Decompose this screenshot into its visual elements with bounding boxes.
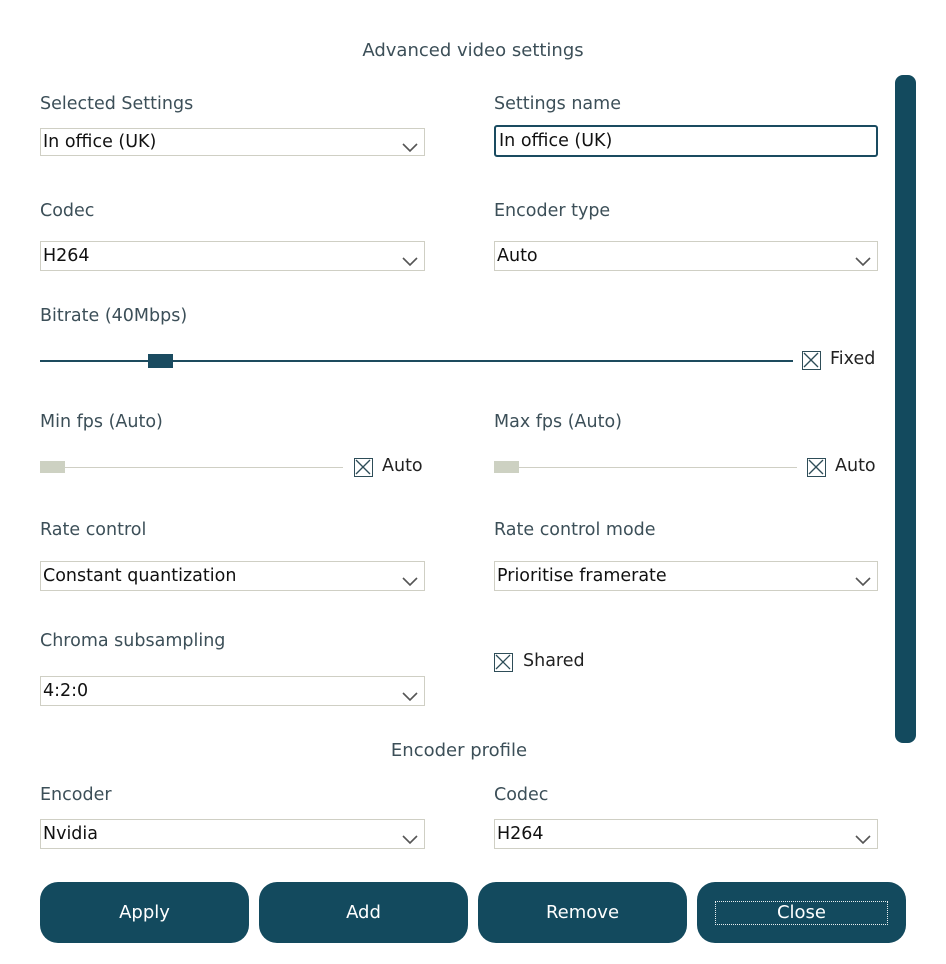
max-fps-label: Max fps (Auto) (494, 412, 622, 432)
encoder-type-value: Auto (497, 246, 538, 266)
max-fps-slider-track[interactable] (494, 467, 797, 468)
max-fps-auto-checkbox[interactable] (807, 458, 826, 477)
settings-name-label: Settings name (494, 94, 621, 114)
rate-control-label: Rate control (40, 520, 147, 540)
shared-checkbox[interactable] (494, 653, 513, 672)
add-button[interactable]: Add (259, 882, 468, 943)
shared-label: Shared (523, 651, 585, 671)
chevron-down-icon (402, 684, 418, 698)
chevron-down-icon (855, 569, 871, 583)
checkbox-x-icon (355, 459, 371, 475)
checkbox-x-icon (808, 459, 824, 475)
encoder-label: Encoder (40, 785, 112, 805)
codec-value: H264 (43, 246, 90, 266)
profile-codec-label: Codec (494, 785, 549, 805)
min-fps-slider-thumb[interactable] (40, 461, 65, 473)
checkbox-x-icon (803, 352, 819, 368)
rate-control-select[interactable] (40, 561, 425, 591)
close-button[interactable] (697, 882, 906, 943)
rate-control-mode-label: Rate control mode (494, 520, 656, 540)
chevron-down-icon (855, 827, 871, 841)
encoder-value: Nvidia (43, 824, 99, 844)
selected-settings-value: In office (UK) (43, 132, 157, 152)
max-fps-auto-label: Auto (835, 456, 876, 476)
chevron-down-icon (402, 827, 418, 841)
chroma-subsampling-select[interactable] (40, 676, 425, 706)
codec-label: Codec (40, 201, 95, 221)
bitrate-label: Bitrate (40Mbps) (40, 306, 188, 326)
bitrate-slider-thumb[interactable] (148, 354, 173, 368)
bitrate-fixed-checkbox[interactable] (802, 351, 821, 370)
chroma-subsampling-label: Chroma subsampling (40, 631, 226, 651)
selected-settings-label: Selected Settings (40, 94, 194, 114)
profile-codec-select[interactable] (494, 819, 878, 849)
encoder-type-label: Encoder type (494, 201, 611, 221)
codec-select[interactable] (40, 241, 425, 271)
encoder-select[interactable] (40, 819, 425, 849)
profile-codec-value: H264 (497, 824, 544, 844)
vertical-scrollbar[interactable] (895, 75, 916, 743)
encoder-type-select[interactable] (494, 241, 878, 271)
checkbox-x-icon (495, 654, 511, 670)
min-fps-slider-track[interactable] (40, 467, 343, 468)
rate-control-value: Constant quantization (43, 566, 237, 586)
remove-button[interactable]: Remove (478, 882, 687, 943)
rate-control-mode-value: Prioritise framerate (497, 566, 667, 586)
bitrate-fixed-label: Fixed (830, 349, 876, 369)
dialog-title: Advanced video settings (362, 40, 584, 61)
chevron-down-icon (855, 249, 871, 263)
apply-button[interactable]: Apply (40, 882, 249, 943)
encoder-profile-title: Encoder profile (390, 740, 528, 761)
chroma-subsampling-value: 4:2:0 (43, 681, 89, 701)
selected-settings-select[interactable] (40, 128, 425, 156)
rate-control-mode-select[interactable] (494, 561, 878, 591)
settings-name-input[interactable]: In office (UK) (494, 125, 878, 157)
chevron-down-icon (402, 569, 418, 583)
chevron-down-icon (402, 136, 418, 150)
min-fps-label: Min fps (Auto) (40, 412, 163, 432)
max-fps-slider-thumb[interactable] (494, 461, 519, 473)
close-button-label: Close (776, 902, 827, 923)
chevron-down-icon (402, 249, 418, 263)
min-fps-auto-label: Auto (382, 456, 423, 476)
min-fps-auto-checkbox[interactable] (354, 458, 373, 477)
